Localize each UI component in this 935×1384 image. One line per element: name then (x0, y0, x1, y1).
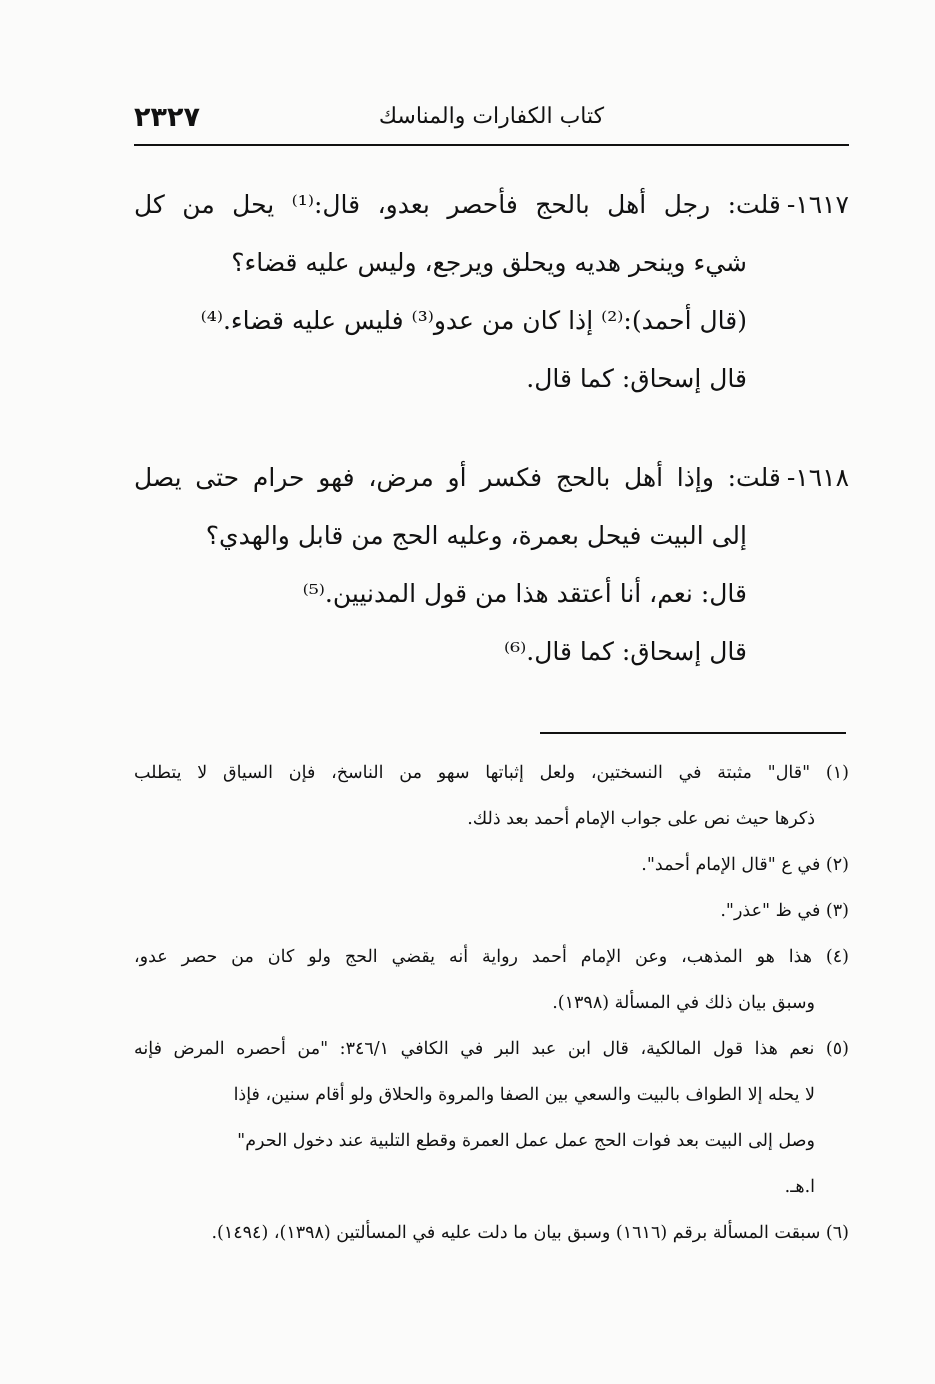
footnote (134, 934, 849, 1026)
footnote (134, 842, 849, 888)
question-entry-1617 (134, 176, 849, 408)
page-number: ٢٣٢٧ (134, 102, 200, 133)
ishaq-line: قال إسحاق: كما قال.⁽⁶⁾ (503, 637, 747, 666)
question-line: قلت: رجل أهل بالحج فأحصر بعدو، قال:⁽¹⁾ يحل من كل (134, 190, 781, 219)
question-line: شيء وينحر هديه ويحلق ويرجع، وليس عليه قضاء؟ (231, 248, 747, 277)
footnote-line: (١) "قال" مثبتة في النسختين، ولعل إثباتها سهو من الناسخ، فإن السياق لا يتطلب (134, 763, 849, 783)
footnote (134, 888, 849, 934)
answer-line: قال: نعم، أنا أعتقد هذا من قول المدنيين.⁽⁵⁾ (302, 579, 747, 608)
footnote-line: (٣) في ظ "عذر". (720, 901, 849, 921)
footnote-line: ا.هـ. (784, 1177, 815, 1197)
footnote-line: وصل إلى البيت بعد فوات الحج عمل عمل العمرة وقطع التلبية عند دخول الحرم" (237, 1131, 815, 1151)
entry-number: ١٦١٧- (786, 190, 849, 219)
header-rule (134, 144, 849, 146)
footnote-line: ذكرها حيث نص على جواب الإمام أحمد بعد ذلك. (467, 809, 815, 829)
footnote-line: لا يحله إلا الطواف بالبيت والسعي بين الصفا والمروة والحلاق ولو أقام سنين، فإذا (233, 1085, 815, 1105)
footnote (134, 1026, 849, 1210)
footnote-line: وسبق بيان ذلك في المسألة (١٣٩٨). (552, 993, 815, 1013)
footnote-separator (540, 732, 846, 734)
page-header (134, 98, 849, 144)
ishaq-line: قال إسحاق: كما قال. (526, 364, 747, 393)
footnote-line: (٥) نعم هذا قول المالكية، قال ابن عبد البر في الكافي ٣٤٦/١: "من أحصره المرض فإنه (134, 1039, 849, 1059)
footnote-line: (٦) سبقت المسألة برقم (١٦١٦) وسبق بيان ما دلت عليه في المسألتين (١٣٩٨)، (١٤٩٤). (211, 1223, 849, 1243)
footnotes (134, 750, 849, 1256)
question-line: إلى البيت فيحل بعمرة، وعليه الحج من قابل والهدي؟ (205, 521, 747, 550)
question-line: قلت: وإذا أهل بالحج فكسر أو مرض، فهو حرام حتى يصل (134, 463, 781, 492)
footnote (134, 750, 849, 842)
footnote-line: (٤) هذا هو المذهب، وعن الإمام أحمد رواية أنه يقضي الحج ولو كان من حصر عدو، (134, 947, 849, 967)
entry-number: ١٦١٨- (786, 463, 849, 492)
footnote-line: (٢) في ع "قال الإمام أحمد". (641, 855, 849, 875)
running-title: كتاب الكفارات والمناسك (378, 104, 605, 129)
answer-line: (قال أحمد):⁽²⁾ إذا كان من عدو⁽³⁾ فليس عليه قضاء.⁽⁴⁾ (200, 306, 747, 335)
footnote (134, 1210, 849, 1256)
question-entry-1618 (134, 449, 849, 681)
